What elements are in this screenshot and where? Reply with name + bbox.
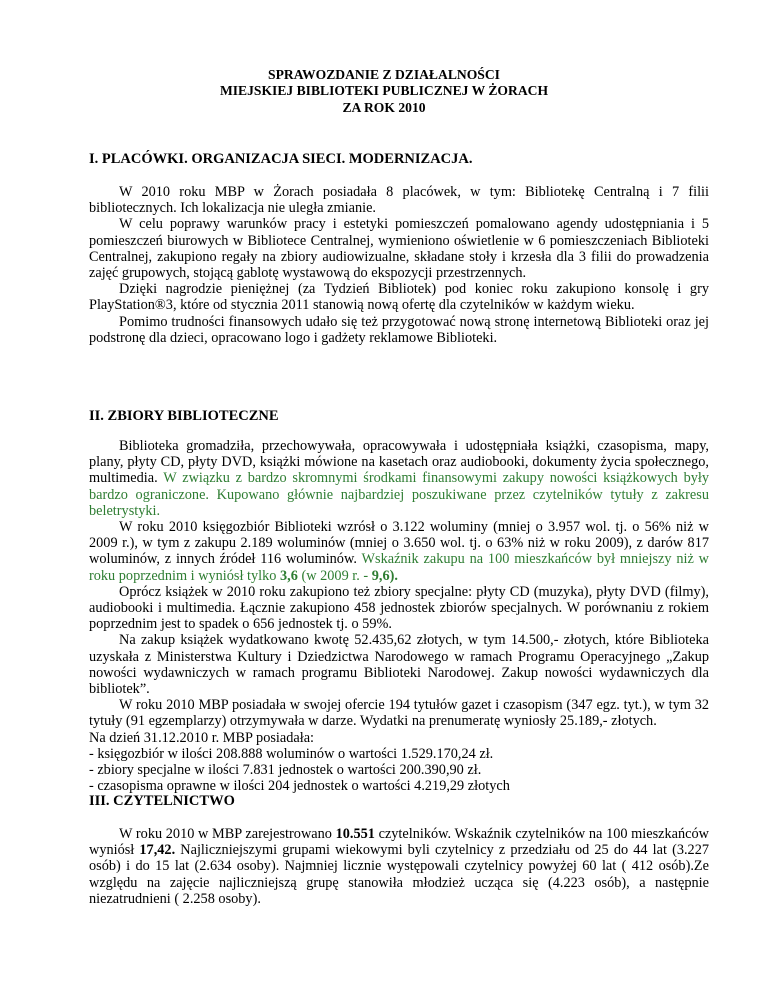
section-3-paragraph-1 [89,826,709,907]
purchase-rate-text: Wskaźnik zakupu na 100 mieszkańców był mniejszy niż w roku poprzednim i wyniósł tylko [89,551,709,584]
title-line-3: ZA ROK 2010 [342,99,426,115]
section-1-paragraph-4: Pomimo trudności finansowych udało się też przygotować nową stronę internetową Biblioteki oraz jej podstronę dla dzieci, opracowano logo i gadżety reklamowe Biblioteki. [89,313,709,346]
purchase-rate-prev-label: (w 2009 r. - [301,567,369,584]
section-3-heading-block [89,793,709,809]
inventory-special: - zbiory specjalne w ilości 7.831 jednostek o wartości 200.390,90 zł. [89,762,482,779]
section-1-paragraph-1: W 2010 roku MBP w Żorach posiadała 8 placówek, w tym: Bibliotekę Centralną i 7 filii bibliotecznych. Ich lokalizacja nie uległa zmianie. [89,184,709,217]
section-2-heading-block [89,408,709,424]
collections-intro: Biblioteka gromadziła, przechowywała, opracowywała i udostępniała książki, czasopisma, mapy, plany, płyty CD, płyty DVD, książki mówione na kasetach oraz audiobooki, dokumenty życia społecznego, multimedia. [89,438,709,487]
readers-text-3: Najliczniejszymi grupami wiekowymi byli czytelnicy z przedziału od 25 do 44 lat (3.227 osób) i do 15 lat (2.634 osoby). Najmniej licznie występowali czytelnicy powyżej 60 lat ( 412 osób).Ze względu na zajęcie najliczniejszą grupę stanowiła młodzież ucząca się (4.223 osób), a następnie niezatrudnieni ( 2.258 osoby). [89,842,709,907]
section-1-paragraph-3: Dzięki nagrodzie pieniężnej (za Tydzień Bibliotek) pod koniec roku zakupiono konsolę i gry PlayStation®3, które od stycznia 2011 stanowią nową ofertę dla czytelników w każdym wieku. [89,281,709,314]
section-2-paragraph-2 [89,519,709,584]
section-1-heading-block [89,151,709,167]
readers-rate: 17,42. [139,842,176,859]
section-1-paragraph-2: W celu poprawy warunków pracy i estetyki pomieszczeń pomalowano agendy udostępniania i 5 pomieszczeń biurowych w Bibliotece Centralnej, wymieniono oświetlenie w 6 pomieszczeniach Biblioteki Centralnej, zakupiono regały na zbiory audiowizualne, składane stoły i krzesła dla 3 filii do prowadzenia zajęć grupowych, stojącą gablotę wystawową do ekspozycji przestrzennych. [89,216,709,282]
section-2-paragraph-4: Na zakup książek wydatkowano kwotę 52.435,62 złotych, w tym 14.500,- złotych, które Biblioteka uzyskała z Ministerstwa Kultury i Dziedzictwa Narodowego w ramach Programu Operacyjnego „Zakup nowości wydawniczych w ramach programu Biblioteki Narodowej. Zakup nowości wydawniczych dla bibliotek”. [89,632,709,698]
purchase-rate-prev-value: 9,6). [371,567,398,584]
readers-count: 10.551 [335,826,375,842]
title-line-2: MIEJSKIEJ BIBLIOTEKI PUBLICZNEJ W ŻORACH [219,83,549,99]
title-line-1: SPRAWOZDANIE Z DZIAŁALNOŚCI [268,67,500,82]
section-2-paragraph-3: Oprócz książek w 2010 roku zakupiono też zbiory specjalne: płyty CD (muzyka), płyty DVD (filmy), audiobooki i multimedia. Łącznie zakupiono 458 jednostek zbiorów specjalnych. W porównaniu z rokiem poprzednim jest to spadek o 656 jednostek tj. o 59%. [89,583,709,633]
section-2-paragraph-5: W roku 2010 MBP posiadała w swojej ofercie 194 tytułów gazet i czasopism (347 egz. tyt.), w tym 32 tytuły (91 egzemplarzy) otrzymywała w darze. Wydatki na prenumeratę wyniosły 25.189,- złotych. [89,697,709,730]
readers-text-2: czytelników. Wskaźnik czytelników na 100 mieszkańców wyniósł [89,826,709,859]
section-1-heading: I. PLACÓWKI. ORGANIZACJA SIECI. MODERNIZACJA. [89,151,473,167]
inventory-books: - księgozbiór w ilości 208.888 woluminów o wartości 1.529.170,24 zł. [89,745,494,762]
section-2-body [89,438,709,794]
purchase-rate-value: 3,6 [280,567,298,584]
section-1-body [89,184,709,346]
inventory-intro: Na dzień 31.12.2010 r. MBP posiadała: [89,729,315,746]
readers-text-1: W roku 2010 w MBP zarejestrowano [119,826,332,842]
section-3-heading: III. CZYTELNICTWO [89,793,235,809]
document-title [0,67,768,116]
section-2-paragraph-1 [89,438,709,519]
section-3-body [89,826,709,907]
growth-text: W roku 2010 księgozbiór Biblioteki wzrósł o 3.122 woluminy (mniej o 3.957 wol. tj. o 56% niż w 2009 r.), w tym z zakupu 2.189 woluminów (mniej o 3.650 wol. tj. o 63% niż w roku 2009), z darów 817 woluminów, z innych źródeł 116 woluminów. [89,519,709,568]
inventory-periodicals: - czasopisma oprawne w ilości 204 jednostek o wartości 4.219,29 złotych [89,778,510,795]
budget-note: W związku z bardzo skromnymi środkami finansowymi zakupy nowości książkowych były bardzo ograniczone. Kupowano głównie najbardziej poszukiwane przez czytelników tytuły z zakresu beletrystyki. [89,470,709,519]
section-2-heading: II. ZBIORY BIBLIOTECZNE [89,408,279,424]
